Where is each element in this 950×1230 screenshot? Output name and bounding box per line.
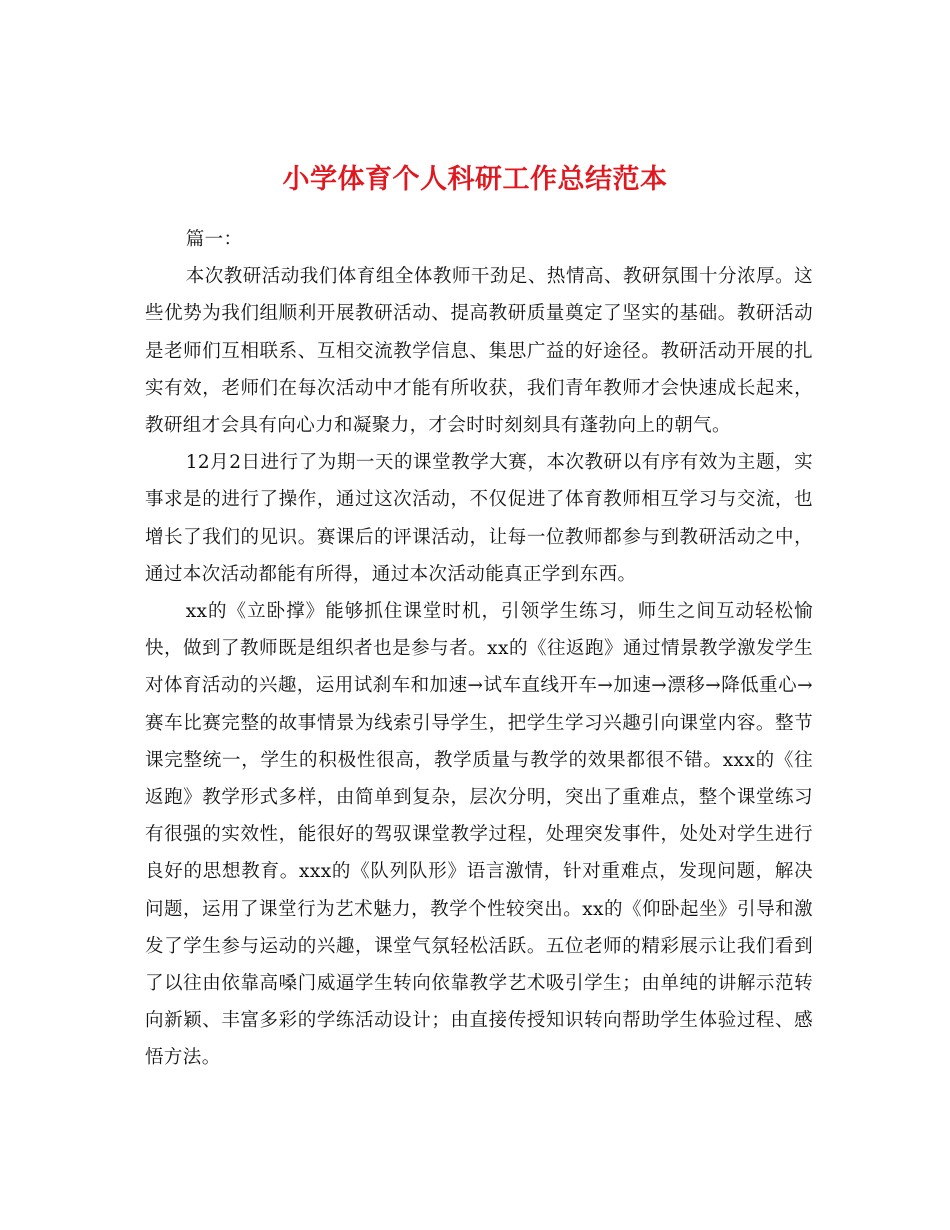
document-title: 小学体育个人科研工作总结范本 [282, 164, 668, 196]
paragraph-2: 12月2日进行了为期一天的课堂教学大赛，本次教研以有序有效为主题，实事求是的进行了操作，通过这次活动，不仅促进了体育教师相互学习与交流，也增长了我们的见识。赛课后的评课活动，让每一位教师都参与到教研活动之中，通过本次活动都能有所得，通过本次活动能真正学到东西。 [145, 452, 813, 585]
document-body [145, 221, 813, 1077]
section-label: 篇一： [185, 229, 243, 250]
paragraph-3: xx的《立卧撑》能够抓住课堂时机，引领学生练习，师生之间互动轻松愉快，做到了教师既是组织者也是参与者。xx的《往返跑》通过情景教学激发学生对体育活动的兴趣，运用试刹车和加速→试车直线开车→加速→漂移→降低重心→赛车比赛完整的故事情景为线索引导学生，把学生学习兴趣引向课堂内容。整节课完整统一，学生的积极性很高，教学质量与教学的效果都很不错。xxx的《往返跑》教学形式多样，由简单到复杂，层次分明，突出了重难点，整个课堂练习有很强的实效性，能很好的驾驭课堂教学过程，处理突发事件，处处对学生进行良好的思想教育。xxx的《队列队形》语言激情，针对重难点，发现问题，解决问题，运用了课堂行为艺术魅力，教学个性较突出。xx的《仰卧起坐》引导和激发了学生参与运动的兴趣，课堂气氛轻松活跃。五位老师的精彩展示让我们看到了以往由依靠高嗓门威逼学生转向依靠教学艺术吸引学生；由单纯的讲解示范转向新颖、丰富多彩的学练活动设计；由直接传授知识转向帮助学生体验过程、感悟方法。 [145, 601, 813, 1069]
paragraph-1: 本次教研活动我们体育组全体教师干劲足、热情高、教研氛围十分浓厚。这些优势为我们组顺利开展教研活动、提高教研质量奠定了坚实的基础。教研活动是老师们互相联系、互相交流教学信息、集思广益的好途径。教研活动开展的扎实有效，老师们在每次活动中才能有所收获，我们青年教师才会快速成长起来，教研组才会具有向心力和凝聚力，才会时时刻刻具有蓬勃向上的朝气。 [145, 266, 813, 437]
